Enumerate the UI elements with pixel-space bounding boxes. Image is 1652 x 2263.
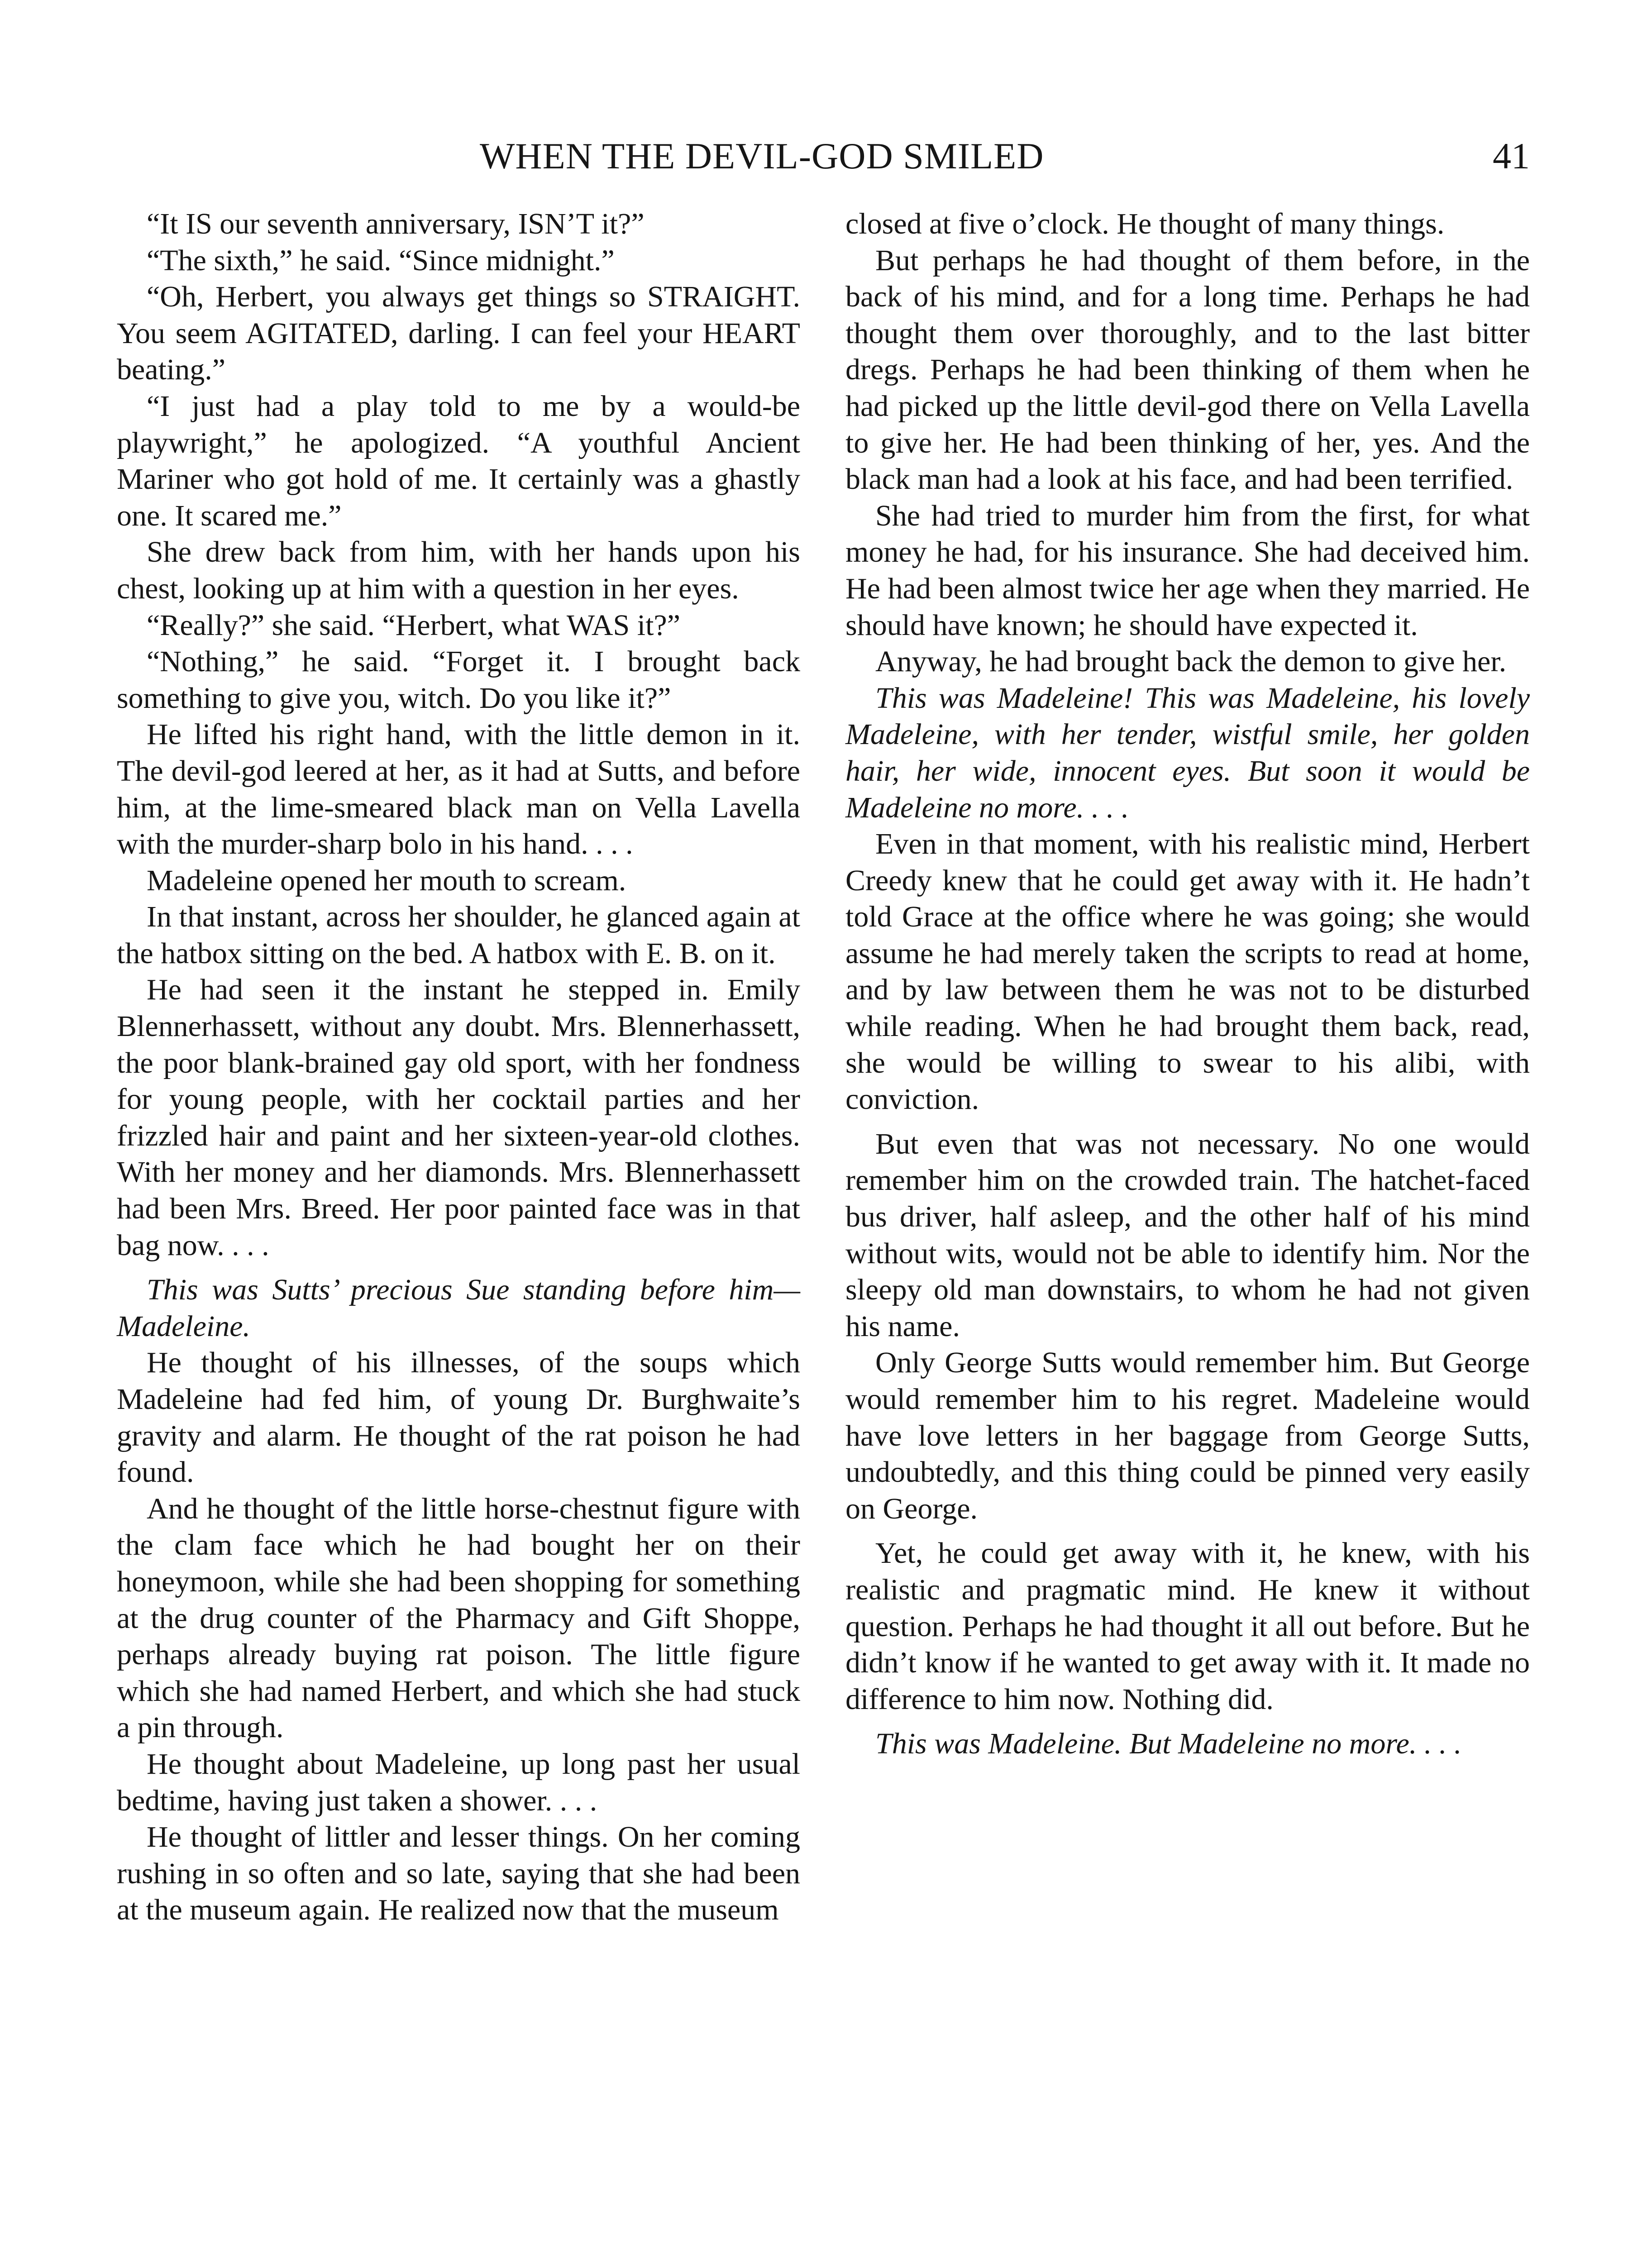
paragraph: He had seen it the instant he stepped in. Emily Blennerhassett, without any doubt. Mrs. Blennerhassett, the poor blank-brained gay old sport, with her fondness for young people, with her cocktail parties and her frizzled hair and paint and her sixteen-year-old clothes. With her money and her diamonds. Mrs. Blennerhassett had been Mrs. Breed. Her poor painted face was in that bag now. . . . (117, 973, 800, 1262)
paragraph: This was Madeleine. But Madeleine no more. . . . (875, 1727, 1462, 1761)
paragraph: He thought of his illnesses, of the soups which Madeleine had fed him, of young Dr. Burghwaite’s gravity and alarm. He thought of the rat poison he had found. (117, 1346, 800, 1489)
paragraph: And he thought of the little horse-chestnut figure with the clam face which he had bought her on their honeymoon, while she had been shopping for something at the drug counter of the Pharmacy and Gift Shoppe, perhaps already buying rat poison. The little figure which she had named Herbert, and which she had stuck a pin through. (117, 1492, 800, 1744)
paragraph: “Nothing,” he said. “Forget it. I brought back something to give you, witch. Do you like it?” (117, 645, 800, 715)
paragraph: But perhaps he had thought of them before, in the back of his mind, and for a long time. Perhaps he had thought them over thoroughly, and to the last bitter dregs. Perhaps he had been thinking of them when he had picked up the little devil-god there on Vella Lavella to give her. He had been thinking of her, yes. And the black man had a look at his face, and had been terrified. (845, 243, 1530, 496)
paragraph: Madeleine opened her mouth to scream. (147, 864, 626, 897)
right-column (845, 206, 1530, 1762)
paragraph: “Really?” she said. “Herbert, what WAS it?” (147, 608, 681, 642)
paragraph: He lifted his right hand, with the little demon in it. The devil-god leered at her, as it had at Sutts, and before him, at the lime-smeared black man on Vella Lavella with the murder-sharp bolo in his hand. . . . (117, 718, 800, 861)
running-title: WHEN THE DEVIL-GOD SMILED (480, 135, 1044, 177)
page-header (113, 135, 1539, 189)
paragraph: closed at five o’clock. He thought of many things. (845, 207, 1445, 240)
paragraph: Anyway, he had brought back the demon to give her. (875, 645, 1507, 678)
paragraph: “I just had a play told to me by a would-be playwright,” he apologized. “A youthful Ancient Mariner who got hold of me. It certainly was a ghastly one. It scared me.” (117, 389, 800, 532)
paragraph: She had tried to murder him from the first, for what money he had, for his insurance. She had deceived him. He had been almost twice her age when they married. He should have known; he should have expected it. (845, 499, 1530, 642)
paragraph: “The sixth,” he said. “Since midnight.” (147, 243, 615, 277)
paragraph: “It IS our seventh anniversary, ISN’T it?” (147, 207, 645, 240)
paragraph: In that instant, across her shoulder, he glanced again at the hatbox sitting on the bed. A hatbox with E. B. on it. (117, 900, 800, 970)
paragraph: He thought of littler and lesser things. On her coming rushing in so often and so late, saying that she had been at the museum again. He realized now that the museum (117, 1820, 800, 1927)
paragraph: “Oh, Herbert, you always get things so STRAIGHT. You seem AGITATED, darling. I can feel your HEART beating.” (117, 280, 800, 387)
paragraph: But even that was not necessary. No one would remember him on the crowded train. The hatchet-faced bus driver, half asleep, and the other half of his mind without wits, would not be able to identify him. Nor the sleepy old man downstairs, to whom he had not given his name. (845, 1127, 1530, 1343)
left-column (117, 206, 800, 1929)
paragraph: Even in that moment, with his realistic mind, Herbert Creedy knew that he could get away with it. He hadn’t told Grace at the office where he was going; she would assume he had merely taken the scripts to read at home, and by law between them he was not to be disturbed while reading. When he had brought them back, read, she would be willing to swear to his alibi, with conviction. (845, 827, 1530, 1116)
paragraph: Only George Sutts would remember him. But George would remember him to his regret. Madeleine would have love letters in her baggage from George Sutts, undoubtedly, and this thing could be pinned very easily on George. (845, 1346, 1530, 1525)
paragraph: He thought about Madeleine, up long past her usual bedtime, having just taken a shower. . . . (117, 1747, 800, 1817)
paragraph: She drew back from him, with her hands upon his chest, looking up at him with a question in her eyes. (117, 535, 800, 605)
paragraph: Yet, he could get away with it, he knew, with his realistic and pragmatic mind. He knew it without question. Perhaps he had thought it all out before. But he didn’t know if he wanted to get away with it. It made no difference to him now. Nothing did. (845, 1537, 1530, 1716)
page-number: 41 (1493, 135, 1530, 177)
paragraph: This was Sutts’ precious Sue standing before him—Madeleine. (117, 1273, 800, 1343)
paragraph: This was Madeleine! This was Madeleine, his lovely Madeleine, with her tender, wistful smile, her golden hair, her wide, innocent eyes. But soon it would be Madeleine no more. . . . (845, 681, 1530, 824)
